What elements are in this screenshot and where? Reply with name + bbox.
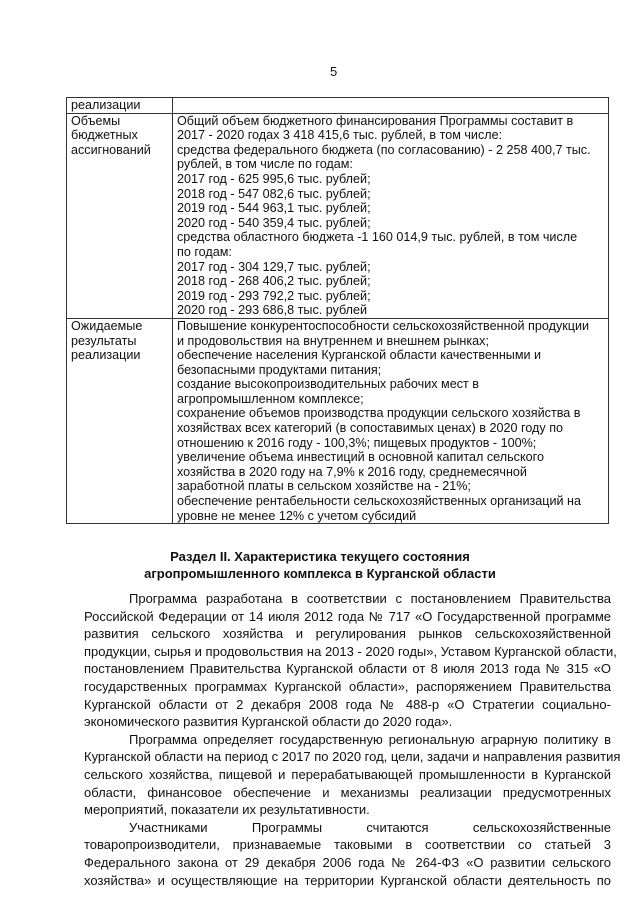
text-line: хозяйства в 2020 году на 7,9% к 2016 году, среднемесячной: [177, 464, 527, 479]
paragraph: [84, 819, 611, 889]
text-line: обеспечение населения Курганской области качественными и: [177, 348, 542, 363]
text-line: [177, 98, 604, 113]
text-line: Участниками Программы считаются сельскохозяйственные: [129, 819, 611, 835]
page-number: 5: [330, 64, 338, 79]
table-row: [67, 98, 609, 114]
table-row: [67, 113, 609, 318]
text-line: Курганской области от 2 декабря 2008 года № 488-р «О Стратегии социально-: [84, 696, 611, 712]
text-line: области, финансовое обеспечение и механизмы реализации предусмотренных: [84, 784, 611, 800]
text-line: товаропроизводители, признаваемые таковыми в соответствии со статьей 3: [84, 837, 611, 853]
text-line: по годам:: [177, 244, 232, 259]
row-content: [173, 98, 609, 114]
text-line: 2018 год - 547 082,6 тыс. рублей;: [177, 186, 371, 201]
section-title-line-1: Раздел II. Характеристика текущего состояния: [170, 549, 470, 564]
text-line: Курганской области на период с 2017 по 2020 год, цели, задачи и направления развития: [84, 749, 621, 765]
text-line: заработной платы в сельском хозяйстве на - 21%;: [177, 479, 471, 494]
text-line: экономического развития Курганской области до 2020 года».: [84, 714, 453, 730]
section-title-line-2: агропромышленного комплекса в Курганской области: [144, 566, 496, 581]
text-line: 2020 год - 540 359,4 тыс. рублей;: [177, 215, 371, 230]
text-line: Ожидаемые: [71, 318, 143, 333]
text-line: отношению к 2016 году - 100,3%; пищевых продуктов - 100%;: [177, 435, 537, 450]
text-line: 2018 год - 268 406,2 тыс. рублей;: [177, 274, 371, 289]
row-content: [173, 113, 609, 318]
text-line: результаты: [71, 333, 137, 348]
text-line: ассигнований: [71, 142, 151, 157]
row-content: [173, 318, 609, 523]
text-line: 2020 год - 293 686,8 тыс. рублей: [177, 303, 368, 318]
row-label: [67, 318, 173, 523]
text-line: обеспечение рентабельности сельскохозяйственных организаций на: [177, 494, 582, 509]
text-line: 2019 год - 293 792,2 тыс. рублей;: [177, 288, 371, 303]
text-line: сохранение объемов производства продукции сельского хозяйства в: [177, 406, 581, 421]
text-line: бюджетных: [71, 128, 138, 143]
text-line: агропромышленном комплексе;: [177, 391, 364, 406]
text-line: 2019 год - 544 963,1 тыс. рублей;: [177, 201, 371, 216]
text-line: создание высокопроизводительных рабочих мест в: [177, 377, 479, 392]
text-line: и продовольствия на внутреннем и внешнем рынках;: [177, 333, 489, 348]
text-line: постановлением Правительства Курганской области от 8 июля 2013 года № 315 «О: [84, 661, 611, 677]
text-line: хозяйства» и осуществляющие на территории Курганской области деятельность по: [84, 872, 611, 888]
text-line: рублей, в том числе по годам:: [177, 157, 353, 172]
text-line: сельского хозяйства, пищевой и перерабатывающей промышленности в Курганской: [84, 766, 611, 782]
text-line: реализации: [71, 348, 141, 363]
text-line: средства федерального бюджета (по согласованию) - 2 258 400,7 тыс.: [177, 142, 591, 157]
paragraph: [84, 590, 617, 731]
program-passport-table: [66, 97, 609, 524]
text-line: уровне не менее 12% с учетом субсидий: [177, 508, 417, 523]
text-line: 2017 год - 625 995,6 тыс. рублей;: [177, 171, 371, 186]
text-line: реализации: [71, 98, 141, 112]
text-line: безопасными продуктами питания;: [177, 362, 382, 377]
paragraph: [84, 731, 621, 819]
text-line: Повышение конкурентоспособности сельскохозяйственной продукции: [177, 318, 590, 333]
text-line: Федерального закона от 29 декабря 2006 года № 264-ФЗ «О развитии сельского: [84, 854, 611, 870]
body-text: [84, 590, 621, 889]
text-line: развития сельского хозяйства и регулирования рынков сельскохозяйственной: [84, 626, 611, 642]
text-line: Программа разработана в соответствии с постановлением Правительства: [129, 591, 611, 606]
text-line: государственных программах Курганской области», распоряжением Правительства: [84, 678, 611, 694]
row-label: [67, 98, 173, 114]
text-line: хозяйствах всех категорий (в сопоставимых ценах) в 2020 году по: [177, 421, 564, 436]
text-line: 2017 - 2020 годах 3 418 415,6 тыс. рублей, в том числе:: [177, 128, 503, 143]
row-label: [67, 113, 173, 318]
text-line: средства областного бюджета -1 160 014,9 тыс. рублей, в том числе: [177, 230, 578, 245]
text-line: Программа определяет государственную региональную аграрную политику в: [129, 731, 611, 747]
text-line: Общий объем бюджетного финансирования Программы составит в: [177, 113, 574, 128]
text-line: Объемы: [71, 113, 121, 128]
table-row: [67, 318, 609, 523]
section-heading: [0, 548, 640, 582]
text-line: мероприятий, показатели их результативности.: [84, 802, 370, 818]
text-line: продукции, сырья и продовольствия на 2013 - 2020 годы», Уставом Курганской области,: [84, 643, 617, 659]
text-line: 2017 год - 304 129,7 тыс. рублей;: [177, 259, 371, 274]
text-line: Российской Федерации от 14 июля 2012 года № 717 «О Государственной программе: [84, 608, 611, 624]
text-line: увеличение объема инвестиций в основной капитал сельского: [177, 450, 544, 465]
